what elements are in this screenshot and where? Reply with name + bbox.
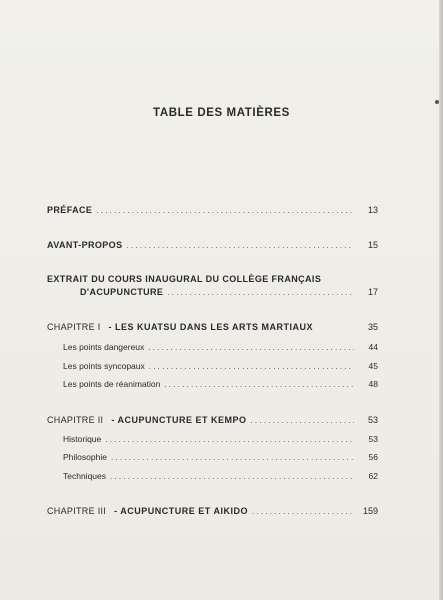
leader-dots — [149, 362, 354, 371]
toc-subentry — [63, 434, 378, 444]
toc-entry-label: D'ACUPUNCTURE — [80, 287, 164, 297]
leader-dots — [96, 206, 354, 215]
toc-entry-page: 53 — [367, 415, 378, 425]
toc-entry-label: Techniques — [63, 471, 107, 481]
toc-chapter-label — [47, 415, 246, 425]
toc-entry-page: 17 — [367, 287, 378, 297]
chapter-title: - ACUPUNCTURE ET KEMPO — [111, 415, 247, 425]
page-title: TABLE DES MATIÈRES — [153, 107, 290, 119]
leader-dots — [167, 288, 354, 297]
toc-entry-page: 35 — [367, 322, 378, 332]
toc-chapter-label — [47, 322, 313, 332]
chapter-number: CHAPITRE II — [47, 415, 104, 425]
page-edge — [439, 0, 443, 600]
toc-entry-label: Historique — [63, 434, 102, 444]
leader-dots — [250, 416, 354, 425]
toc-entry-page: 45 — [368, 361, 378, 371]
leader-dots — [252, 507, 354, 516]
toc-subentry — [63, 471, 378, 481]
toc-subentry — [63, 452, 378, 462]
leader-dots — [110, 472, 354, 481]
toc-chapter-label — [47, 506, 248, 516]
toc-entry-label: Philosophie — [63, 452, 107, 462]
toc-subentry — [63, 342, 378, 352]
toc-entry-label: Les points syncopaux — [63, 361, 145, 371]
toc-chapter-1 — [47, 322, 378, 332]
toc-entry-label: AVANT-PROPOS — [47, 240, 123, 250]
leader-dots — [111, 453, 354, 462]
toc-entry-page: 44 — [368, 342, 378, 352]
toc-subentry — [63, 361, 378, 371]
leader-dots — [105, 435, 354, 444]
toc-entry-avant-propos — [47, 240, 378, 250]
toc-entry-page: 48 — [368, 379, 378, 389]
chapter-title: - ACUPUNCTURE ET AIKIDO — [114, 506, 248, 516]
toc-entry-page: 62 — [368, 471, 378, 481]
leader-dots — [126, 241, 354, 250]
toc-entry-label: Les points dangereux — [63, 342, 145, 352]
toc-entry-page: 159 — [362, 506, 378, 516]
toc-entry-label: Les points de réanimation — [63, 379, 161, 389]
page-mark — [435, 100, 439, 104]
toc-entry-extrait-line1: EXTRAIT DU COURS INAUGURAL DU COLLÈGE FRANÇAIS — [47, 274, 322, 284]
toc-chapter-2 — [47, 415, 378, 425]
toc-entry-preface — [47, 205, 378, 215]
toc-entry-page: 13 — [367, 205, 378, 215]
leader-dots — [164, 380, 354, 389]
toc-chapter-3 — [47, 506, 378, 516]
toc-subentry — [63, 379, 378, 389]
chapter-number: CHAPITRE III — [47, 506, 107, 516]
toc-entry-label: PRÉFACE — [47, 205, 93, 215]
toc-entry-page: 15 — [367, 240, 378, 250]
chapter-number: CHAPITRE I — [47, 322, 101, 332]
toc-entry-page: 53 — [368, 434, 378, 444]
toc-entry-extrait — [80, 287, 378, 297]
leader-dots — [148, 343, 354, 352]
toc-entry-page: 56 — [368, 452, 378, 462]
chapter-title: - LES KUATSU DANS LES ARTS MARTIAUX — [108, 322, 314, 332]
